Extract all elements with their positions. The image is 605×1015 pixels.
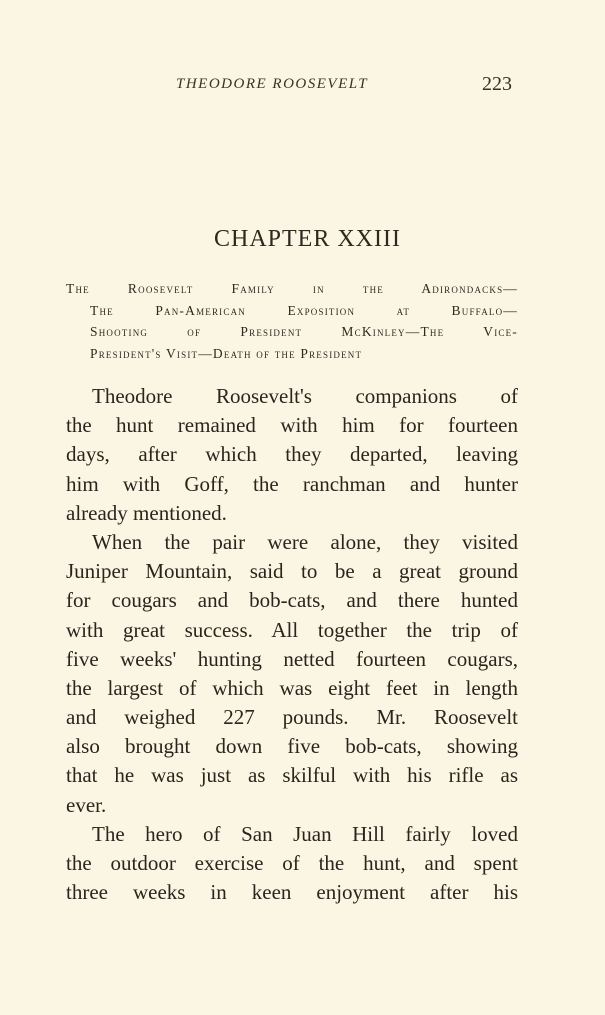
- body-line: and weighed 227 pounds. Mr. Roosevelt: [66, 705, 518, 730]
- body-line: the outdoor exercise of the hunt, and spent: [66, 851, 518, 875]
- body-line: five weeks' hunting netted fourteen cougars,: [66, 646, 518, 671]
- running-head-title: THEODORE ROOSEVELT: [176, 76, 369, 92]
- chapter-heading: CHAPTER XXIII: [214, 226, 401, 252]
- synopsis-line: Shooting of President McKinley—The Vice-: [90, 324, 518, 339]
- body-line: him with Goff, the ranchman and hunter: [66, 471, 518, 496]
- body-line: three weeks in keen enjoyment after his: [66, 880, 518, 905]
- body-line: the largest of which was eight feet in length: [66, 675, 518, 700]
- synopsis-line: President's Visit—Death of the President: [90, 345, 363, 361]
- running-head: [0, 73, 605, 98]
- body-line: When the pair were alone, they visited: [92, 529, 518, 554]
- body-line: that he was just as skilful with his rifle as: [66, 763, 518, 788]
- body-line: Juniper Mountain, said to be a great ground: [66, 559, 518, 584]
- synopsis-line: The Pan-American Exposition at Buffalo—: [90, 302, 518, 318]
- body-line: Theodore Roosevelt's companions of: [92, 384, 518, 408]
- body-line: days, after which they departed, leaving: [66, 442, 518, 467]
- body-line: ever.: [66, 792, 107, 817]
- body-line: with great success. All together the trip of: [66, 617, 518, 642]
- page-number: 223: [482, 73, 512, 95]
- synopsis-line: The Roosevelt Family in the Adirondacks—: [66, 281, 518, 296]
- body-line: also brought down five bob-cats, showing: [66, 734, 518, 759]
- chapter-synopsis: [66, 278, 518, 364]
- body-line: already mentioned.: [66, 500, 227, 525]
- body-line: The hero of San Juan Hill fairly loved: [92, 821, 518, 846]
- body-line: for cougars and bob-cats, and there hunted: [66, 588, 518, 613]
- body-text: [66, 382, 518, 907]
- body-line: the hunt remained with him for fourteen: [66, 413, 518, 438]
